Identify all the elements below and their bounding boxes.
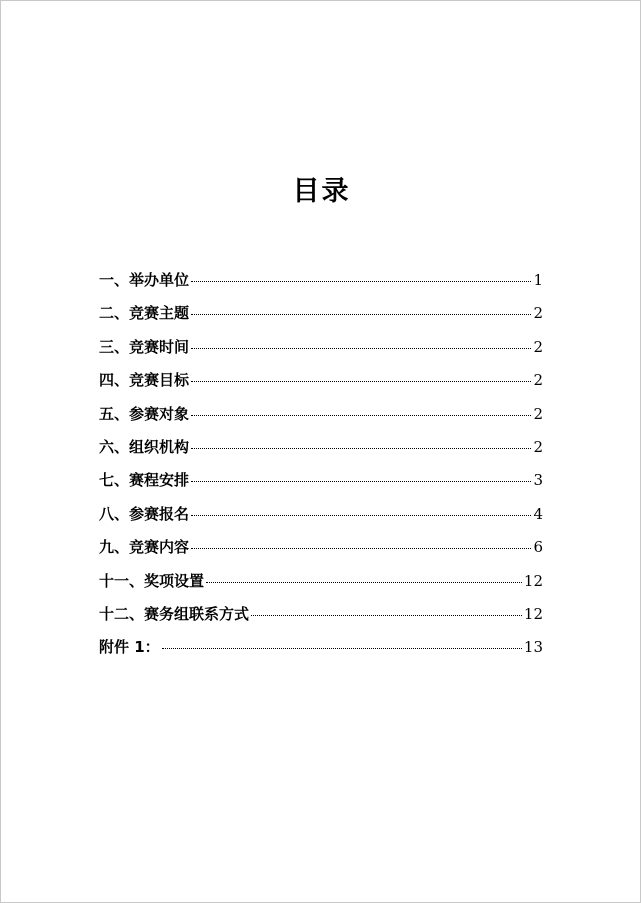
- toc-entry-label: 一、举办单位: [99, 271, 190, 289]
- toc-entry[interactable]: [99, 334, 543, 367]
- toc-entry-label: 二、竞赛主题: [99, 304, 190, 323]
- toc-entry-page: 4: [533, 504, 543, 523]
- toc-entry-page: 2: [533, 304, 543, 323]
- toc-entry-label: 十二、赛务组联系方式: [99, 604, 250, 623]
- toc-entry[interactable]: [99, 367, 543, 400]
- toc-entry-page: 2: [533, 404, 543, 423]
- toc-entry[interactable]: [99, 434, 543, 467]
- toc-dot-leader: [191, 381, 531, 382]
- toc-entry-label: 五、参赛对象: [99, 404, 190, 423]
- toc-entry-page: 1: [533, 271, 543, 289]
- toc-entry-label: 三、竞赛时间: [99, 337, 190, 356]
- toc-entry-page: 6: [533, 538, 543, 557]
- toc-dot-leader: [191, 348, 531, 349]
- toc-entry-page: 2: [533, 371, 543, 390]
- toc-entry[interactable]: [99, 534, 543, 567]
- table-of-contents: [99, 267, 543, 668]
- toc-dot-leader: [191, 448, 531, 449]
- toc-entry[interactable]: [99, 401, 543, 434]
- page-title: 目录: [292, 176, 351, 207]
- toc-dot-leader: [191, 481, 531, 482]
- toc-entry-page: 2: [533, 437, 543, 456]
- toc-dot-leader: [251, 615, 522, 616]
- toc-entry[interactable]: [99, 634, 543, 667]
- toc-dot-leader: [162, 648, 522, 649]
- toc-entry[interactable]: [99, 300, 543, 333]
- toc-entry-label: 附件 1：: [99, 638, 160, 657]
- toc-entry-label: 七、赛程安排: [99, 471, 190, 490]
- toc-dot-leader: [191, 515, 531, 516]
- toc-entry[interactable]: [99, 568, 543, 601]
- toc-entry-label: 六、组织机构: [99, 437, 190, 456]
- toc-dot-leader: [191, 548, 531, 549]
- toc-entry-label: 四、竞赛目标: [99, 371, 190, 390]
- toc-entry-page: 12: [523, 571, 543, 590]
- toc-dot-leader: [191, 281, 531, 282]
- toc-entry-page: 3: [533, 471, 543, 490]
- toc-entry-page: 13: [523, 638, 543, 657]
- toc-dot-leader: [191, 415, 531, 416]
- toc-dot-leader: [206, 582, 522, 583]
- toc-entry[interactable]: [99, 501, 543, 534]
- toc-entry[interactable]: [99, 467, 543, 500]
- toc-entry-label: 八、参赛报名: [99, 504, 190, 523]
- toc-entry-label: 十一、奖项设置: [99, 571, 205, 590]
- toc-entry[interactable]: [99, 601, 543, 634]
- toc-entry-label: 九、竞赛内容: [99, 538, 190, 557]
- toc-entry-page: 2: [533, 337, 543, 356]
- toc-dot-leader: [191, 314, 531, 315]
- toc-entry-page: 12: [523, 604, 543, 623]
- toc-entry[interactable]: [99, 267, 543, 300]
